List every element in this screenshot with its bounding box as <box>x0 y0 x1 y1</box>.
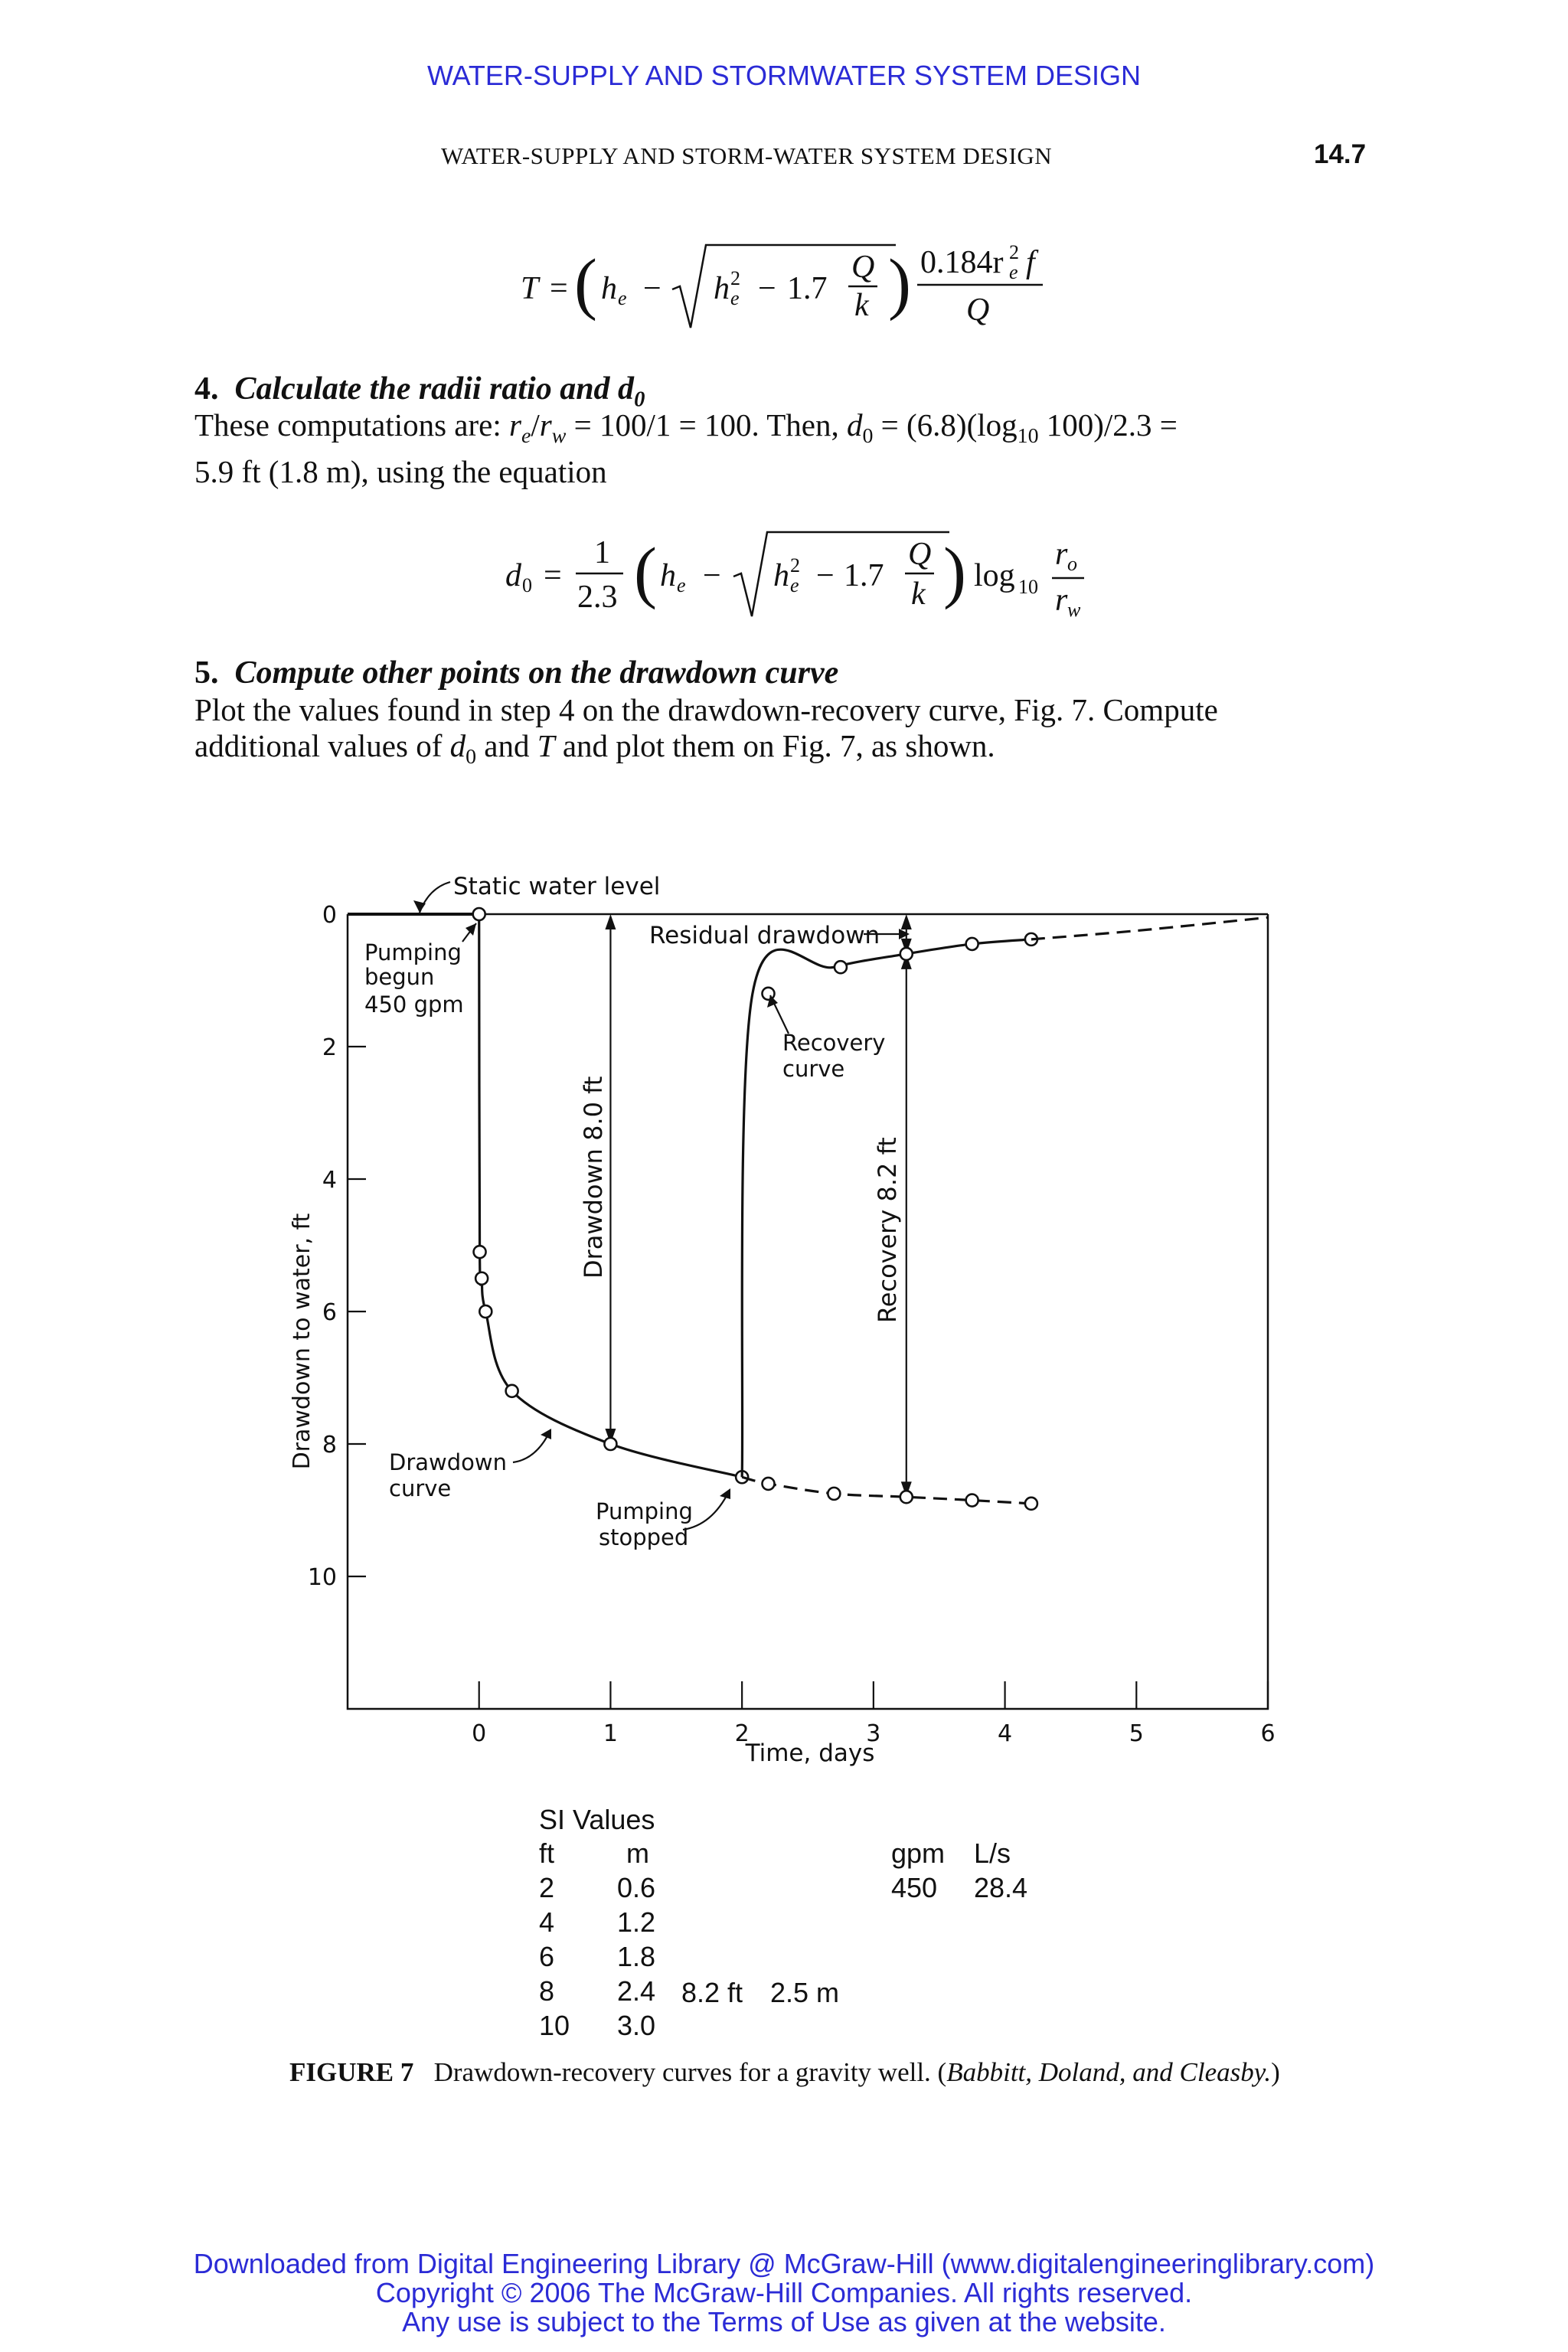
leader-static-water-level <box>420 882 450 913</box>
x-tick-label: 2 <box>734 1720 750 1747</box>
label-drawdown-8: Drawdown 8.0 ft <box>579 1076 608 1279</box>
si-extra-m: 2.5 m <box>770 1977 840 2008</box>
svg-text:k: k <box>854 288 869 323</box>
label-recovery-curve-2: curve <box>782 1056 845 1082</box>
label-drawdown-curve-2: curve <box>389 1475 452 1501</box>
label-drawdown-curve-1: Drawdown <box>389 1449 507 1475</box>
svg-text:Q: Q <box>908 537 932 572</box>
y-tick-label: 8 <box>322 1432 337 1459</box>
figure-caption: FIGURE 7 Drawdown-recovery curves for a gravity well. (Babbitt, Doland, and Cleasby.) <box>289 2057 1280 2087</box>
si-cell-ft: 8 <box>539 1975 555 2007</box>
x-tick-label: 5 <box>1129 1720 1144 1747</box>
data-point <box>835 961 847 973</box>
chart-axes <box>308 902 1276 1747</box>
label-pumping-begun-1: Pumping <box>364 939 462 965</box>
data-point <box>474 1246 486 1258</box>
eq-t-numerator: 0.184r <box>920 245 1004 280</box>
caption-text: Drawdown-recovery curves for a gravity well. ( <box>433 2057 947 2087</box>
svg-text:f: f <box>1026 245 1035 280</box>
data-point <box>762 1478 774 1490</box>
svg-text:r: r <box>1055 583 1068 618</box>
svg-text:−: − <box>758 271 776 306</box>
data-point <box>966 938 978 950</box>
series-line-4 <box>1031 917 1268 939</box>
equation-d0-svg <box>490 509 1087 639</box>
svg-text:e: e <box>618 287 627 309</box>
label-pumping-stopped-2: stopped <box>599 1524 689 1550</box>
step-4-line-1: These computations are: $r_e/r_w = 100/1 = 100$. Then, $d_0 = (6.8)(\log_{10}$ 100)/2.3 = <box>194 407 1178 449</box>
x-axis-label: Time, days <box>745 1740 875 1767</box>
si-cell-ft: 4 <box>539 1906 555 1938</box>
arrowhead <box>899 929 910 939</box>
si-header-ft: ft <box>539 1838 555 1869</box>
step-5-line-1: Plot the values found in step 4 on the drawdown-recovery curve, Fig. 7. Compute <box>194 692 1218 727</box>
svg-text:(: ( <box>634 534 657 610</box>
svg-text:o: o <box>1067 553 1077 575</box>
svg-text:(: ( <box>574 246 597 322</box>
si-extra-ft: 8.2 ft <box>681 1977 743 2008</box>
label-pumping-stopped-1: Pumping <box>596 1498 693 1524</box>
footer-download-line: Downloaded from Digital Engineering Library @ McGraw-Hill (www.digitalengineeringlibrary.com) <box>193 2248 1375 2279</box>
svg-text:Q: Q <box>851 250 875 285</box>
footer-terms-line: Any use is subject to the Terms of Use as given at the website. <box>402 2306 1166 2337</box>
si-cell-m: 3.0 <box>617 2010 656 2041</box>
x-tick-label: 6 <box>1260 1720 1276 1747</box>
svg-text:): ) <box>888 246 911 322</box>
footer-copyright-line: Copyright © 2006 The McGraw-Hill Companies. All rights reserved. <box>375 2277 1193 2308</box>
data-point <box>1025 1498 1037 1510</box>
data-point <box>475 1272 488 1285</box>
y-tick-label: 4 <box>322 1167 337 1194</box>
x-tick-label: 3 <box>866 1720 881 1747</box>
svg-text:−: − <box>643 271 662 306</box>
eq-d0-lhs: d <box>505 558 521 593</box>
si-values-title: SI Values <box>539 1804 655 1835</box>
dimension-drawdown-head-top <box>605 914 616 929</box>
label-residual-drawdown: Residual drawdown <box>649 922 880 949</box>
si-cell-ft: 10 <box>539 2010 570 2041</box>
si-cell-ft: 2 <box>539 1872 555 1903</box>
eq-t-denominator: Q <box>966 292 990 328</box>
label-static-water-level: Static water level <box>453 873 661 900</box>
caption-source: Babbitt, Doland, and Cleasby. <box>946 2057 1272 2087</box>
svg-text:h: h <box>714 271 730 306</box>
y-tick-label: 6 <box>322 1299 337 1326</box>
si-cell-m: 2.4 <box>617 1975 656 2007</box>
series-line-2 <box>742 1477 1031 1504</box>
svg-text:w: w <box>1067 599 1081 621</box>
label-pumping-begun-3: 450 gpm <box>364 991 464 1018</box>
data-point <box>900 948 913 960</box>
y-tick-label: 0 <box>322 902 337 929</box>
drawdown-recovery-chart <box>0 842 1568 1838</box>
eq-d0-coef-num: 1 <box>594 535 610 570</box>
svg-text:1.7: 1.7 <box>787 271 828 306</box>
x-tick-label: 4 <box>998 1720 1013 1747</box>
data-point <box>966 1494 978 1507</box>
figure-label: FIGURE 7 <box>289 2057 414 2087</box>
si-cell-ls: 28.4 <box>974 1872 1028 1903</box>
data-point <box>900 1491 913 1503</box>
svg-text:k: k <box>911 577 926 612</box>
svg-text:=: = <box>544 558 562 593</box>
x-tick-label: 1 <box>603 1720 618 1747</box>
step-5-heading: 5. Compute other points on the drawdown curve <box>194 655 839 691</box>
svg-text:h: h <box>773 558 789 593</box>
arrowhead <box>466 923 476 936</box>
data-point <box>506 1385 518 1397</box>
y-tick-label: 10 <box>307 1564 337 1591</box>
svg-text:10: 10 <box>1018 576 1038 598</box>
eq-d0-log: log <box>974 558 1015 593</box>
download-banner-title: WATER-SUPPLY AND STORMWATER SYSTEM DESIGN <box>426 60 1142 91</box>
svg-text:=: = <box>550 271 568 306</box>
svg-text:h: h <box>601 271 617 306</box>
svg-text:0: 0 <box>522 574 532 596</box>
data-point <box>828 1488 840 1500</box>
svg-text:h: h <box>660 558 676 593</box>
svg-text:2: 2 <box>790 554 800 577</box>
si-cell-ft: 6 <box>539 1941 555 1972</box>
label-recovery-curve-1: Recovery <box>782 1030 886 1056</box>
y-tick-label: 2 <box>322 1034 337 1061</box>
si-cell-m: 0.6 <box>617 1872 656 1903</box>
label-recovery-8-2: Recovery 8.2 ft <box>873 1137 902 1323</box>
si-cell-m: 1.8 <box>617 1941 656 1972</box>
step-5-body <box>194 692 1374 775</box>
data-point <box>473 908 485 920</box>
svg-text:2: 2 <box>1009 241 1019 263</box>
si-cell-gpm: 450 <box>891 1872 938 1903</box>
svg-text:−: − <box>703 558 721 593</box>
svg-text:2: 2 <box>730 267 740 289</box>
svg-text:1.7: 1.7 <box>844 558 884 593</box>
y-axis-label: Drawdown to water, ft <box>289 1213 315 1470</box>
step-4-heading: 4. Calculate the radii ratio and $d_0$ <box>194 371 645 412</box>
label-pumping-begun-2: begun <box>364 964 435 990</box>
arrowhead <box>720 1488 730 1499</box>
si-header-ls: L/s <box>974 1838 1011 1869</box>
x-tick-label: 0 <box>472 1720 487 1747</box>
step-4-line-2: 5.9 ft (1.8 m), using the equation <box>194 454 607 490</box>
running-title: WATER-SUPPLY AND STORM-WATER SYSTEM DESIGN <box>441 142 1053 169</box>
data-point <box>604 1438 616 1450</box>
eq-d0-coef-den: 2.3 <box>577 580 618 615</box>
si-header-m: m <box>626 1838 649 1869</box>
dimension-residual-head-top <box>901 914 912 929</box>
svg-text:e: e <box>790 574 799 596</box>
page-number: 14.7 <box>1314 139 1367 169</box>
eq-t-lhs: T <box>521 271 539 306</box>
svg-text:e: e <box>1009 261 1018 283</box>
chart-annotations <box>289 873 910 1767</box>
svg-text:): ) <box>943 534 966 610</box>
equation-t-svg <box>498 230 1080 345</box>
svg-text:−: − <box>816 558 835 593</box>
si-header-gpm: gpm <box>891 1838 946 1869</box>
step-5-line-2: additional values of $d_0$ and T and plot them on Fig. 7, as shown. <box>194 728 995 769</box>
si-cell-m: 1.2 <box>617 1906 656 1938</box>
data-point <box>479 1305 492 1318</box>
svg-text:e: e <box>677 574 686 596</box>
svg-text:r: r <box>1055 537 1068 572</box>
step-4-body <box>194 407 1374 490</box>
svg-text:e: e <box>730 287 740 309</box>
